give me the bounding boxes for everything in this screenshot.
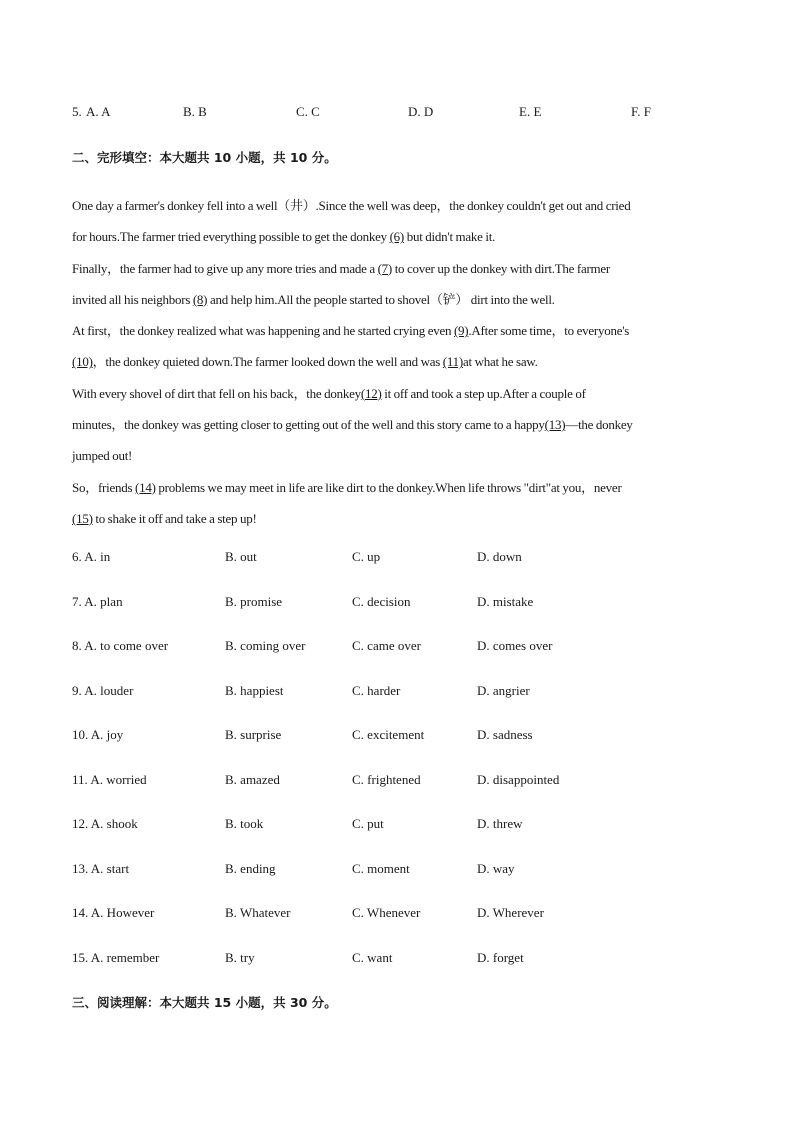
- q5-option-b: B. B: [183, 104, 207, 119]
- passage-line: [72, 472, 722, 503]
- option-c: C. up: [352, 549, 381, 564]
- question-9: [72, 683, 712, 701]
- question-number-and-option-a: [72, 905, 154, 921]
- blank-10: (10): [72, 354, 93, 370]
- option-c: C. want: [352, 950, 393, 965]
- q5-number: 5.: [72, 104, 82, 119]
- option-d: D. threw: [477, 816, 523, 831]
- option-a: A. louder: [84, 683, 134, 698]
- passage-line: [72, 409, 722, 440]
- passage-text: ，the donkey quieted down.The farmer looked down the well and was: [92, 354, 443, 370]
- option-d: D. forget: [477, 950, 524, 965]
- cloze-passage: [72, 190, 722, 534]
- option-b: B. try: [225, 950, 255, 965]
- option-a: A. plan: [84, 594, 123, 609]
- passage-text: jumped out!: [72, 448, 133, 464]
- passage-text: at what he saw.: [462, 354, 538, 370]
- question-number: 8.: [72, 638, 82, 653]
- question-number-and-option-a: [72, 772, 147, 788]
- option-d: D. sadness: [477, 727, 533, 742]
- passage-text: —the donkey: [565, 417, 633, 433]
- q5-option-f: F. F: [631, 104, 651, 119]
- option-c: C. came over: [352, 638, 421, 653]
- passage-text: for hours.The farmer tried everything possible to get the donkey: [72, 229, 390, 245]
- question-11: [72, 772, 712, 790]
- blank-15: (15): [72, 510, 93, 526]
- passage-line: [72, 503, 722, 534]
- blank-9: (9): [453, 323, 469, 339]
- passage-line: [72, 221, 722, 252]
- passage-text: and help him.All the people started to shovel（铲） dirt into the well.: [207, 291, 555, 307]
- question-number: 6.: [72, 549, 82, 564]
- passage-line: [72, 346, 722, 377]
- question-12: [72, 816, 712, 834]
- option-c: C. frightened: [352, 772, 421, 787]
- blank-12: (12): [360, 385, 382, 401]
- question-number: 7.: [72, 594, 82, 609]
- option-b: B. Whatever: [225, 905, 291, 920]
- passage-line: [72, 440, 722, 471]
- option-b: B. surprise: [225, 727, 282, 742]
- question-14: [72, 905, 712, 923]
- option-b: B. amazed: [225, 772, 280, 787]
- option-a: A. remember: [90, 950, 160, 965]
- question-number: 10.: [72, 727, 89, 742]
- option-d: D. way: [477, 861, 515, 876]
- question-number-and-option-a: [72, 950, 159, 966]
- option-d: D. comes over: [477, 638, 553, 653]
- passage-text: So，friends: [72, 479, 136, 495]
- passage-text: problems we may meet in life are like dirt to the donkey.When life throws "dirt"at you，never: [155, 479, 622, 495]
- blank-7: (7): [377, 260, 392, 276]
- question-5-options: [72, 104, 732, 122]
- q5-option-c: C. C: [296, 104, 320, 119]
- option-d: D. Wherever: [477, 905, 544, 920]
- option-a: A. in: [84, 549, 111, 564]
- option-c: C. harder: [352, 683, 401, 698]
- option-c: C. moment: [352, 861, 410, 876]
- option-b: B. promise: [225, 594, 283, 609]
- question-number: 12.: [72, 816, 89, 831]
- blank-14: (14): [135, 479, 156, 495]
- passage-text: With every shovel of dirt that fell on his back，the donkey: [72, 385, 361, 401]
- question-number: 9.: [72, 683, 82, 698]
- blank-8: (8): [192, 291, 208, 307]
- option-b: B. happiest: [225, 683, 284, 698]
- option-b: B. took: [225, 816, 264, 831]
- option-a: A. joy: [90, 727, 124, 742]
- option-c: C. excitement: [352, 727, 425, 742]
- question-number-and-option-a: [72, 727, 123, 743]
- q5-option-e: E. E: [519, 104, 542, 119]
- passage-text: it off and took a step up.After a couple of: [381, 385, 586, 401]
- question-number: 14.: [72, 905, 89, 920]
- option-c: C. Whenever: [352, 905, 421, 920]
- blank-13: (13): [544, 417, 566, 433]
- q5-option-a: A. A: [86, 104, 111, 119]
- option-b: B. out: [225, 549, 257, 564]
- option-c: C. decision: [352, 594, 411, 609]
- question-6: [72, 549, 712, 567]
- passage-text: to shake it off and take a step up!: [92, 510, 257, 526]
- question-number-and-option-a: [72, 816, 138, 832]
- question-7: [72, 594, 712, 612]
- passage-line: [72, 315, 722, 346]
- question-number-and-option-a: [72, 549, 110, 565]
- passage-text: One day a farmer's donkey fell into a well（井）.Since the well was deep，the donkey couldn't get out and cried: [72, 198, 631, 213]
- option-d: D. down: [477, 549, 522, 564]
- passage-text: .After some time，to everyone's: [468, 323, 630, 339]
- option-d: D. mistake: [477, 594, 534, 609]
- question-number: 13.: [72, 861, 89, 876]
- q5-option-d: D. D: [408, 104, 434, 119]
- question-number-and-option-a: [72, 683, 133, 699]
- option-a: A. to come over: [84, 638, 169, 653]
- passage-text: minutes，the donkey was getting closer to getting out of the well and this story came to a happy: [72, 417, 545, 433]
- passage-line: [72, 253, 722, 284]
- passage-text: Finally，the farmer had to give up any more tries and made a: [72, 260, 378, 276]
- option-a: A. start: [90, 861, 130, 876]
- passage-text: but didn't make it.: [404, 229, 496, 245]
- option-d: D. disappointed: [477, 772, 560, 787]
- passage-text: to cover up the donkey with dirt.The farmer: [392, 260, 610, 276]
- passage-text: invited all his neighbors: [72, 291, 193, 307]
- option-a: A. However: [90, 905, 155, 920]
- option-b: B. ending: [225, 861, 276, 876]
- section-3-heading: 三、阅读理解：本大题共 15 小题，共 30 分。: [72, 995, 337, 1010]
- passage-line: [72, 284, 722, 315]
- question-number-and-option-a: [72, 638, 168, 654]
- passage-line: [72, 378, 722, 409]
- option-d: D. angrier: [477, 683, 530, 698]
- option-a: A. shook: [90, 816, 138, 831]
- passage-line: [72, 190, 722, 221]
- passage-text: At first，the donkey realized what was happening and he started crying even: [72, 323, 454, 339]
- option-b: B. coming over: [225, 638, 306, 653]
- question-number-and-option-a: [72, 861, 129, 877]
- question-number-and-option-a: [72, 594, 123, 610]
- option-c: C. put: [352, 816, 384, 831]
- question-number: 15.: [72, 950, 89, 965]
- question-13: [72, 861, 712, 879]
- question-15: [72, 950, 712, 968]
- question-10: [72, 727, 712, 745]
- option-a: A. worried: [90, 772, 147, 787]
- question-number: 11.: [72, 772, 88, 787]
- blank-6: (6): [389, 229, 404, 245]
- question-8: [72, 638, 712, 656]
- blank-11: (11): [442, 354, 463, 370]
- section-2-heading: 二、完形填空：本大题共 10 小题，共 10 分。: [72, 150, 337, 165]
